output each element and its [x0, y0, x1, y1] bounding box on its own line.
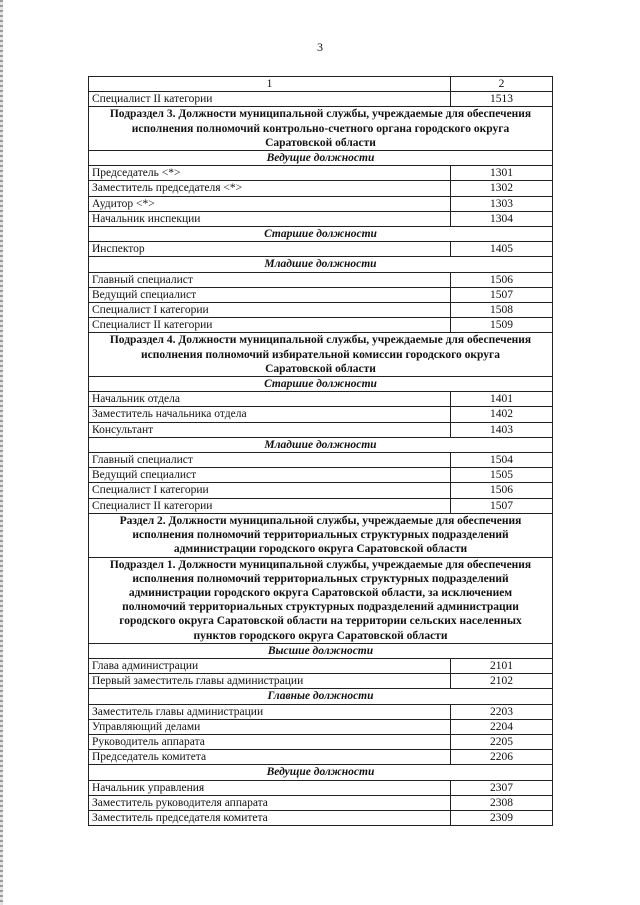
- section-heading-line: исполнения полномочий избирательной комиссии городского округа: [140, 348, 501, 361]
- table-row: [89, 287, 553, 302]
- position-name: Главный специалист: [89, 453, 451, 468]
- position-code: 1508: [451, 303, 553, 318]
- table-row: [89, 392, 553, 407]
- position-code: 1401: [451, 392, 553, 407]
- position-name: Начальник отдела: [89, 392, 451, 407]
- table-body: [89, 77, 553, 826]
- position-code: 1402: [451, 407, 553, 422]
- group-heading: Высшие должности: [89, 643, 553, 658]
- position-name: Председатель комитета: [89, 750, 451, 765]
- table-row: [89, 211, 553, 226]
- positions-table: [88, 76, 553, 826]
- position-name: Специалист II категории: [89, 498, 451, 513]
- section-heading-line: городского округа Саратовской области на территории сельских населенных: [119, 615, 522, 628]
- group-row: [89, 437, 553, 452]
- table-row: [89, 318, 553, 333]
- group-row: [89, 257, 553, 272]
- section-heading-line: Саратовской области: [265, 362, 376, 375]
- position-name: Специалист I категории: [89, 303, 451, 318]
- position-name: Председатель <*>: [89, 166, 451, 181]
- table-row: [89, 750, 553, 765]
- position-name: Начальник управления: [89, 780, 451, 795]
- position-name: Управляющий делами: [89, 719, 451, 734]
- table-row: [89, 795, 553, 810]
- table-row: [89, 468, 553, 483]
- position-name: Руководитель аппарата: [89, 734, 451, 749]
- position-code: 1513: [451, 92, 553, 107]
- table-row: [89, 674, 553, 689]
- group-row: [89, 765, 553, 780]
- group-heading: Старшие должности: [89, 227, 553, 242]
- table-row: [89, 483, 553, 498]
- group-row: [89, 689, 553, 704]
- section-heading-line: пунктов городского округа Саратовской области: [193, 629, 448, 642]
- scan-edge: [0, 0, 3, 905]
- table-row: [89, 272, 553, 287]
- table-header-row: [89, 77, 553, 92]
- position-code: 2205: [451, 734, 553, 749]
- section-heading-line: администрации городского округа Саратовской области, за исключением: [128, 586, 513, 599]
- position-code: 1506: [451, 483, 553, 498]
- section-row: [89, 557, 553, 643]
- position-name: Начальник инспекции: [89, 211, 451, 226]
- table-row: [89, 166, 553, 181]
- table-row: [89, 498, 553, 513]
- section-heading-line: Подраздел 3. Должности муниципальной службы, учреждаемые для обеспечения: [109, 108, 532, 121]
- table-row: [89, 704, 553, 719]
- position-code: 2204: [451, 719, 553, 734]
- section-row: [89, 513, 553, 557]
- position-name: Первый заместитель главы администрации: [89, 674, 451, 689]
- section-heading: [89, 513, 553, 557]
- position-code: 1505: [451, 468, 553, 483]
- table-row: [89, 780, 553, 795]
- table-row: [89, 303, 553, 318]
- column-header-2: 2: [451, 77, 553, 92]
- position-code: 2206: [451, 750, 553, 765]
- position-code: 1506: [451, 272, 553, 287]
- table-row: [89, 422, 553, 437]
- position-code: 2102: [451, 674, 553, 689]
- group-row: [89, 643, 553, 658]
- position-code: 1509: [451, 318, 553, 333]
- table-row: [89, 658, 553, 673]
- position-name: Заместитель руководителя аппарата: [89, 795, 451, 810]
- group-row: [89, 151, 553, 166]
- table-row: [89, 734, 553, 749]
- group-heading: Старшие должности: [89, 377, 553, 392]
- position-name: Специалист II категории: [89, 318, 451, 333]
- table-row: [89, 242, 553, 257]
- section-heading: [89, 557, 553, 643]
- section-heading-line: администрации городского округа Саратовской области: [173, 543, 468, 556]
- section-heading-line: полномочий территориальных структурных подразделений администрации: [122, 601, 519, 614]
- section-row: [89, 107, 553, 151]
- column-header-1: 1: [89, 77, 451, 92]
- position-name: Заместитель председателя комитета: [89, 810, 451, 825]
- position-name: Главный специалист: [89, 272, 451, 287]
- section-heading-line: исполнения полномочий территориальных структурных подразделений: [132, 572, 509, 585]
- position-name: Заместитель главы администрации: [89, 704, 451, 719]
- table-row: [89, 407, 553, 422]
- section-heading-line: исполнения полномочий территориальных структурных подразделений: [132, 529, 509, 542]
- position-code: 1304: [451, 211, 553, 226]
- position-name: Специалист II категории: [89, 92, 451, 107]
- table-row: [89, 453, 553, 468]
- position-name: Глава администрации: [89, 658, 451, 673]
- section-row: [89, 333, 553, 377]
- table-row: [89, 92, 553, 107]
- group-row: [89, 227, 553, 242]
- position-name: Специалист I категории: [89, 483, 451, 498]
- position-code: 1403: [451, 422, 553, 437]
- section-heading-line: Саратовской области: [265, 136, 376, 149]
- section-heading: [89, 333, 553, 377]
- table-row: [89, 719, 553, 734]
- section-heading: [89, 107, 553, 151]
- table-row: [89, 181, 553, 196]
- position-code: 1507: [451, 498, 553, 513]
- page-number: 3: [317, 40, 323, 54]
- group-heading: Ведущие должности: [89, 765, 553, 780]
- section-heading-line: Раздел 2. Должности муниципальной службы, учреждаемые для обеспечения: [119, 514, 522, 527]
- position-code: 2307: [451, 780, 553, 795]
- position-code: 1405: [451, 242, 553, 257]
- position-code: 1301: [451, 166, 553, 181]
- position-code: 1504: [451, 453, 553, 468]
- position-name: Ведущий специалист: [89, 287, 451, 302]
- group-heading: Главные должности: [89, 689, 553, 704]
- position-name: Консультант: [89, 422, 451, 437]
- position-code: 1302: [451, 181, 553, 196]
- position-code: 2203: [451, 704, 553, 719]
- group-heading: Ведущие должности: [89, 151, 553, 166]
- position-name: Инспектор: [89, 242, 451, 257]
- position-code: 2101: [451, 658, 553, 673]
- section-heading-line: Подраздел 4. Должности муниципальной службы, учреждаемые для обеспечения: [109, 334, 532, 347]
- table-row: [89, 196, 553, 211]
- position-code: 2308: [451, 795, 553, 810]
- table-row: [89, 810, 553, 825]
- section-heading-line: исполнения полномочий контрольно-счетного органа городского округа: [131, 122, 510, 135]
- group-heading: Младшие должности: [89, 437, 553, 452]
- section-heading-line: Подраздел 1. Должности муниципальной службы, учреждаемые для обеспечения: [109, 558, 532, 571]
- position-name: Аудитор <*>: [89, 196, 451, 211]
- position-code: 2309: [451, 810, 553, 825]
- position-code: 1303: [451, 196, 553, 211]
- position-name: Ведущий специалист: [89, 468, 451, 483]
- group-row: [89, 377, 553, 392]
- group-heading: Младшие должности: [89, 257, 553, 272]
- position-name: Заместитель начальника отдела: [89, 407, 451, 422]
- position-code: 1507: [451, 287, 553, 302]
- position-name: Заместитель председателя <*>: [89, 181, 451, 196]
